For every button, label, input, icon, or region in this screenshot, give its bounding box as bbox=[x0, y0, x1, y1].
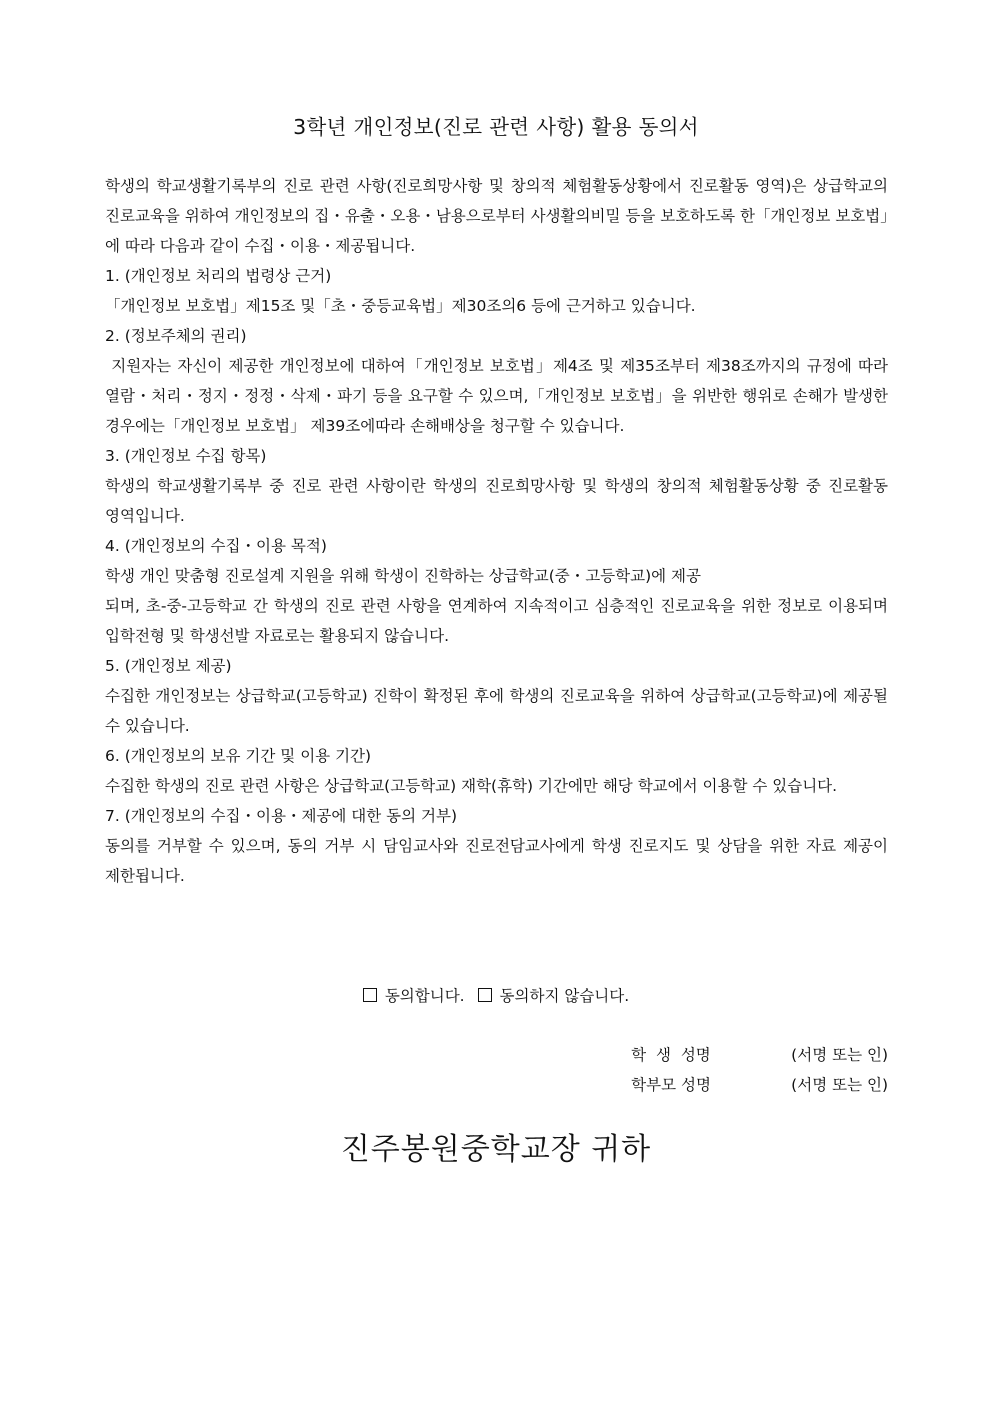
section-4-body: 되며, 초-중-고등학교 간 학생의 진로 관련 사항을 연계하여 지속적이고 심층적인 진로교육을 위한 정보로 이용되며 입학전형 및 학생선발 자료로는 활용되지 않습니다. bbox=[105, 597, 888, 645]
section-6-heading: 6. (개인정보의 보유 기간 및 이용 기간) bbox=[105, 747, 372, 765]
disagree-label: 동의하지 않습니다. bbox=[499, 987, 630, 1005]
student-signature-line bbox=[631, 1040, 888, 1070]
section-1-body: 「개인정보 보호법」제15조 및「초・중등교육법」제30조의6 등에 근거하고 있습니다. bbox=[105, 297, 696, 315]
student-signature-field[interactable]: (서명 또는 인) bbox=[791, 1046, 888, 1064]
section-7-heading: 7. (개인정보의 수집・이용・제공에 대한 동의 거부) bbox=[105, 807, 458, 825]
section-4-body-line1: 학생 개인 맞춤형 진로설계 지원을 위해 학생이 진학하는 상급학교(중・고등학교)에 제공 bbox=[105, 567, 701, 585]
document-title: 3학년 개인정보(진로 관련 사항) 활용 동의서 bbox=[293, 115, 699, 139]
section-1-heading: 1. (개인정보 처리의 법령상 근거) bbox=[105, 267, 332, 285]
parent-signature-label: 학부모 성명 bbox=[631, 1076, 711, 1094]
section-5-body: 수집한 개인정보는 상급학교(고등학교) 진학이 확정된 후에 학생의 진로교육을 위하여 상급학교(고등학교)에 제공될 수 있습니다. bbox=[105, 687, 888, 735]
disagree-checkbox[interactable] bbox=[478, 988, 492, 1002]
addressee: 진주봉원중학교장 귀하 bbox=[340, 1132, 652, 1167]
parent-signature-line bbox=[631, 1070, 888, 1100]
section-3-body: 학생의 학교생활기록부 중 진로 관련 사항이란 학생의 진로희망사항 및 학생의 창의적 체험활동상황 중 진로활동 영역입니다. bbox=[105, 477, 888, 525]
intro-paragraph: 학생의 학교생활기록부의 진로 관련 사항(진로희망사항 및 창의적 체험활동상황에서 진로활동 영역)은 상급학교의 진로교육을 위하여 개인정보의 집・유출・오용・남용으로부터 사생활의비밀 등을 보호하도록 한「개인정보 보호법」에 따라 다음과 같이 수집・이용・제공됩니다. bbox=[105, 177, 888, 255]
section-2-heading: 2. (정보주체의 권리) bbox=[105, 327, 247, 345]
section-3-heading: 3. (개인정보 수집 항목) bbox=[105, 447, 267, 465]
parent-signature-field[interactable]: (서명 또는 인) bbox=[791, 1076, 888, 1094]
section-2-body: 지원자는 자신이 제공한 개인정보에 대하여「개인정보 보호법」제4조 및 제35조부터 제38조까지의 규정에 따라 열람・처리・정지・정정・삭제・파기 등을 요구할 수 있으며,「개인정보 보호법」을 위반한 행위로 손해가 발생한 경우에는「개인정보 보호법」 제39조에따라 손해배상을 청구할 수 있습니다. bbox=[105, 357, 893, 435]
document-body bbox=[105, 171, 893, 891]
agree-label: 동의합니다. bbox=[384, 987, 465, 1005]
section-4-heading: 4. (개인정보의 수집・이용 목적) bbox=[105, 537, 327, 555]
section-5-heading: 5. (개인정보 제공) bbox=[105, 657, 232, 675]
section-6-body: 수집한 학생의 진로 관련 사항은 상급학교(고등학교) 재학(휴학) 기간에만 해당 학교에서 이용할 수 있습니다. bbox=[105, 777, 838, 795]
student-signature-label: 학 생 성명 bbox=[631, 1046, 711, 1064]
section-7-body: 동의를 거부할 수 있으며, 동의 거부 시 담임교사와 진로전담교사에게 학생 진로지도 및 상담을 위한 자료 제공이 제한됩니다. bbox=[105, 837, 888, 885]
consent-options bbox=[0, 981, 992, 1011]
agree-checkbox[interactable] bbox=[363, 988, 377, 1002]
